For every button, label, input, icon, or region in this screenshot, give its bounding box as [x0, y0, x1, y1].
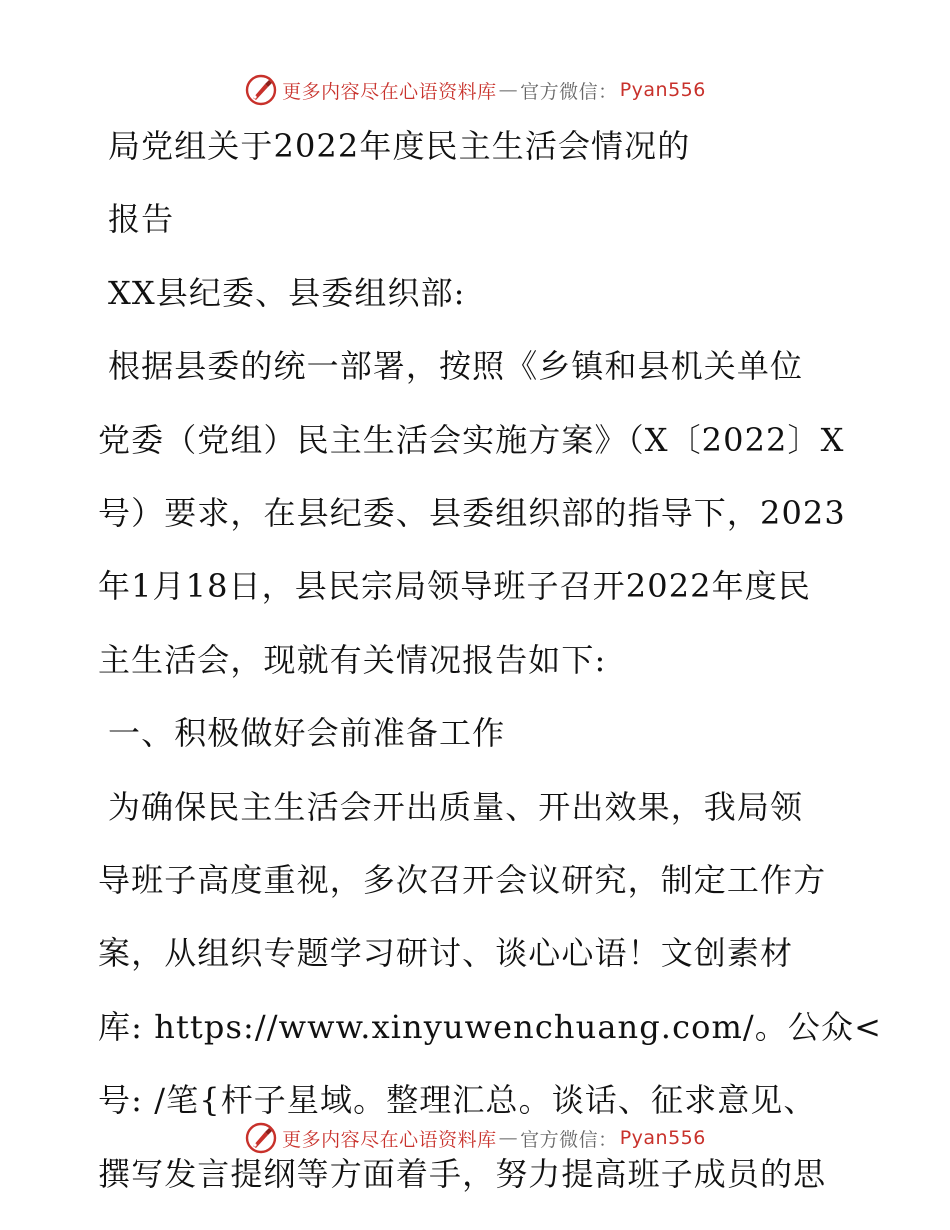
section-heading: 一、积极做好会前准备工作 — [108, 714, 506, 753]
addressee: XX县纪委、县委组织部: — [108, 273, 466, 312]
watermark-header — [0, 70, 950, 110]
watermark-official-label: 官方微信： — [520, 80, 618, 103]
watermark-wechat-id: Pyan556 — [619, 1127, 706, 1149]
watermark-footer — [0, 1118, 950, 1158]
watermark-brand: 更多内容尽在心语资料库 — [282, 80, 497, 103]
paragraph-line: 案，从组织专题学习研讨、谈心心语！文创素材 — [98, 934, 794, 973]
paragraph-line: 根据县委的统一部署，按照《乡镇和县机关单位 — [108, 347, 804, 386]
paragraph-line: 号）要求，在县纪委、县委组织部的指导下，2023 — [98, 494, 846, 533]
paragraph-line: 为确保民主生活会开出质量、开出效果，我局领 — [108, 787, 804, 826]
watermark-separator: — — [498, 79, 519, 101]
document-title-line-2: 报告 — [108, 200, 175, 239]
paragraph-line: 号: /笔{杆子星域。整理汇总。谈话、征求意见、 — [98, 1081, 817, 1120]
watermark-official-label: 官方微信： — [520, 1128, 618, 1151]
pen-logo-icon — [244, 1121, 278, 1155]
document-title-line-1: 局党组关于2022年度民主生活会情况的 — [108, 127, 691, 165]
paragraph-line: 主生活会，现就有关情况报告如下: — [98, 640, 607, 679]
paragraph-line: 库: https://www.xinyuwenchuang.com/。公众< — [98, 1007, 883, 1046]
paragraph-line: 撰写发言提纲等方面着手，努力提高班子成员的思 — [98, 1154, 827, 1193]
paragraph-line: 年1月18日，县民宗局领导班子召开2022年度民 — [98, 567, 811, 606]
paragraph-line: 党委（党组）民主生活会实施方案》（X〔2022〕X — [98, 420, 845, 459]
watermark-brand: 更多内容尽在心语资料库 — [282, 1128, 497, 1151]
document-body — [98, 110, 883, 1211]
watermark-wechat-id: Pyan556 — [619, 79, 706, 101]
paragraph-line: 导班子高度重视，多次召开会议研究，制定工作方 — [98, 861, 827, 900]
pen-logo-icon — [244, 73, 278, 107]
watermark-separator: — — [498, 1127, 519, 1149]
